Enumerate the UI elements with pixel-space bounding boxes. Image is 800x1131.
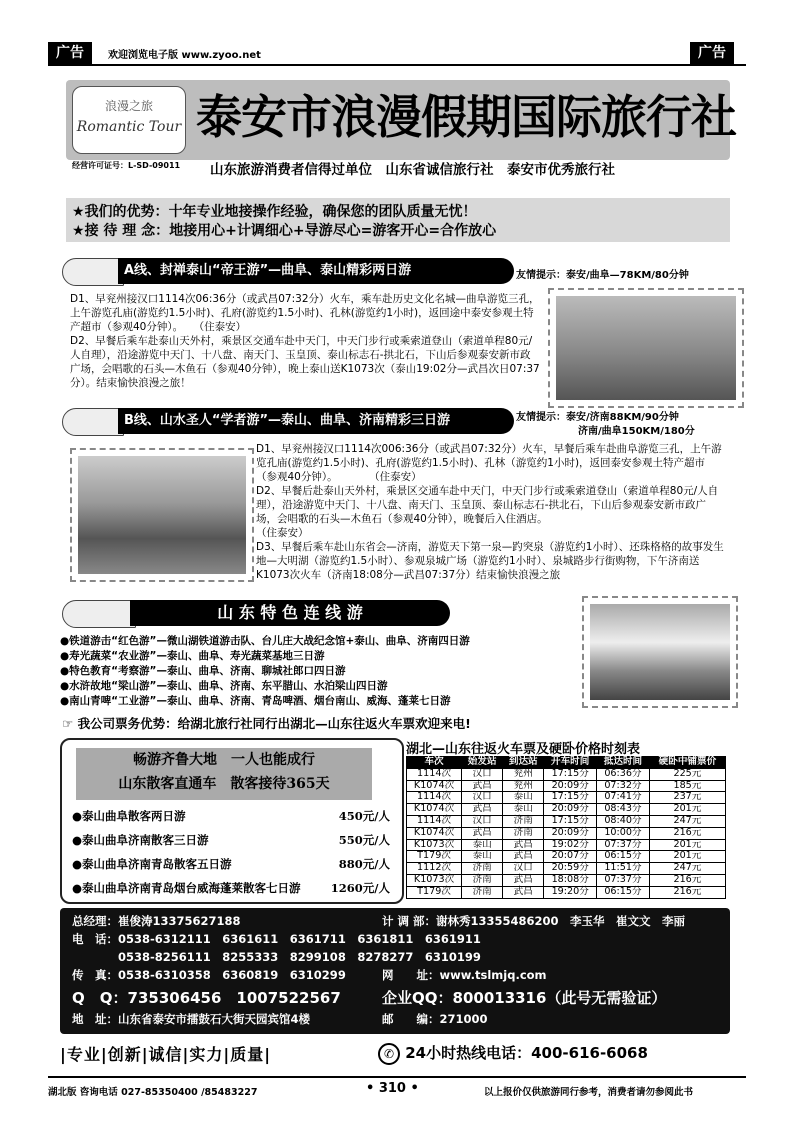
col-depart: 开车时间 [544, 757, 597, 769]
timetable-cell: 185元 [649, 780, 725, 792]
timetable-cell: 汉口 [462, 815, 503, 827]
special-tour-item: ●铁道游击“红色游”—微山湖铁道游击队、台儿庄大战纪念馆+泰山、曲阜、济南四日游 [60, 635, 470, 647]
timetable-cell: 08:43分 [597, 804, 650, 816]
general-manager: 总经理：崔俊涛13375627188 [72, 914, 241, 928]
route-b-day3: D3、早餐后乘车赴山东省会—济南，游览天下第一泉—趵突泉（游览约1小时）、还珠格格的故事发生地—大明湖（游览约1.5小时）、参观泉城广场（游览约1小时）、泉城路步行街购物，下午济南送K1073次火车（济南18:08分—武昌07:37分）结束愉快浪漫之旅 [256, 541, 724, 581]
ad-label-left: 广告 [48, 42, 92, 64]
timetable-cell: 汉口 [462, 768, 503, 780]
address: 地 址：山东省泰安市擂鼓石大街天园宾馆4楼 [72, 1012, 310, 1026]
timetable-cell: 1114次 [407, 768, 462, 780]
timetable-cell: 201元 [649, 851, 725, 863]
timetable-cell: K1073次 [407, 839, 462, 851]
timetable-cell: 武昌 [503, 839, 544, 851]
timetable-cell: 20:09分 [544, 827, 597, 839]
qq-numbers: Q Q：735306456 1007522567 [72, 989, 341, 1007]
timetable-row [407, 792, 726, 804]
col-arrive: 抵达时间 [597, 757, 650, 769]
timetable-cell: 兖州 [503, 780, 544, 792]
timetable-cell: 20:09分 [544, 804, 597, 816]
scatter-price-row [72, 876, 390, 900]
special-tour-item: ●南山青啤“工业游”—泰山、曲阜、济南、青岛啤酒、烟台南山、威海、蓬莱七日游 [60, 695, 451, 707]
advantage-line-1 [72, 201, 477, 221]
company-name: 泰安市浪漫假期国际旅行社 [196, 90, 736, 144]
col-train: 车次 [407, 757, 462, 769]
timetable-cell: 11:51分 [597, 863, 650, 875]
route-a-tip: 友情提示：泰安/曲阜—78KM/80分钟 [516, 270, 689, 281]
temple-photo [72, 450, 252, 580]
timetable-cell: 汉口 [503, 863, 544, 875]
timetable-cell: 济南 [503, 815, 544, 827]
timetable-cell: 兖州 [503, 768, 544, 780]
timetable-cell: 济南 [462, 874, 503, 886]
timetable-cell: 武昌 [462, 780, 503, 792]
scatter-tour-name: ●泰山曲阜济南青岛烟台威海蓬莱散客七日游 [72, 881, 301, 895]
timetable-cell: 247元 [649, 863, 725, 875]
mountain-rock-photo [550, 290, 742, 406]
timetable-cell: K1074次 [407, 780, 462, 792]
advantage-label-2: 接 待 理 念： [84, 223, 170, 239]
timetable-cell: 武昌 [503, 874, 544, 886]
scatter-tour-price: 1260元/人 [330, 881, 390, 895]
special-tour-item: ●特色教育“考察游”—泰山、曲阜、济南、聊城社郎口四日游 [60, 665, 346, 677]
timetable-cell: 225元 [649, 768, 725, 780]
footer-rule [48, 1076, 746, 1078]
timetable-row [407, 804, 726, 816]
train-icon [62, 600, 136, 628]
timetable-row [407, 874, 726, 886]
scatter-headline-1: 畅游齐鲁大地 一人也能成行 [133, 752, 315, 768]
scatter-price-list [72, 804, 390, 900]
timetable-cell: 19:02分 [544, 839, 597, 851]
timetable-cell: 216元 [649, 827, 725, 839]
timetable-title: 湖北—山东往返火车票及硬卧价格时刻表 [406, 742, 641, 757]
star-icon: ★ [72, 204, 85, 220]
timetable-cell: 泰山 [503, 792, 544, 804]
timetable-row [407, 863, 726, 875]
pointing-hand-icon: ☞ [62, 716, 74, 731]
route-b-day1: D1、早兖州接汉口1114次006:36分（或武昌07:32分）火车，早餐后乘车赴曲阜游览三孔，上午游览孔庙(游览约1.5小时)、孔府(游览约1.5小时)、孔林（游览约1小时)，返回泰安参观土特产超市（参观40分钟）。 （住泰安） [256, 443, 722, 483]
special-tour-item: ●水浒故地“梁山游”—泰山、曲阜、济南、东平腊山、水泊梁山四日游 [60, 680, 388, 692]
ticket-note [62, 714, 471, 732]
timetable-cell: 20:59分 [544, 863, 597, 875]
scatter-tours-box [60, 738, 404, 904]
scatter-tour-name: ●泰山曲阜济南散客三日游 [72, 833, 209, 847]
license-number: 经营许可证号：L-SD-09011 [72, 161, 181, 170]
postcode: 邮 编：271000 [382, 1012, 488, 1026]
timetable-cell: T179次 [407, 886, 462, 898]
timetable-cell: 17:15分 [544, 792, 597, 804]
star-icon: ★ [72, 223, 85, 239]
timetable-cell: 07:37分 [597, 874, 650, 886]
timetable-row [407, 886, 726, 898]
col-price: 硬卧中铺票价 [649, 757, 725, 769]
timetable-cell: 06:15分 [597, 851, 650, 863]
footer-left: 湖北版 咨询电话 027-85350400 /85483227 [48, 1087, 258, 1098]
scatter-price-row [72, 828, 390, 852]
scatter-tour-price: 450元/人 [338, 809, 390, 823]
ad-label-right: 广告 [690, 42, 734, 64]
timetable-cell: 1114次 [407, 792, 462, 804]
timetable-cell: 泰山 [462, 839, 503, 851]
scatter-price-row [72, 804, 390, 828]
hotline-text: 24小时热线电话：400-616-6068 [405, 1044, 648, 1062]
timetable-cell: 10:00分 [597, 827, 650, 839]
timetable-cell: K1073次 [407, 874, 462, 886]
phone-line-1: 电 话：0538-6312111 6361611 6361711 6361811 6361911 [72, 932, 481, 946]
website[interactable]: 网 址：www.tslmjq.com [382, 968, 547, 982]
scatter-tour-price: 880元/人 [338, 857, 390, 871]
timetable-cell: 济南 [462, 863, 503, 875]
scatter-tour-price: 550元/人 [338, 833, 390, 847]
contact-fax-row [72, 968, 718, 983]
timetable-cell: T179次 [407, 851, 462, 863]
header-rule [48, 64, 746, 66]
bullet-train-photo [584, 598, 736, 706]
timetable-cell: 07:32分 [597, 780, 650, 792]
timetable-cell: 武昌 [503, 851, 544, 863]
col-origin: 始发站 [462, 757, 503, 769]
advantage-line-2 [72, 220, 496, 240]
brand-logo-en: Romantic Tour [76, 119, 182, 135]
advantage-text-1: 十年专业地接操作经验，确保您的团队质量无忧！ [168, 204, 477, 220]
timetable-header-row [407, 757, 726, 769]
timetable-cell: 武昌 [462, 827, 503, 839]
hotline [378, 1042, 648, 1065]
brand-logo-cn: 浪漫之旅 [104, 99, 153, 113]
route-a-title: A线、封禅泰山“帝王游”—曲阜、泰山精彩两日游 [118, 258, 514, 284]
timetable-cell: 19:20分 [544, 886, 597, 898]
timetable-cell: 济南 [503, 827, 544, 839]
contact-gm-row [72, 914, 718, 929]
scatter-tour-name: ●泰山曲阜济南青岛散客五日游 [72, 857, 232, 871]
timetable-cell: 06:15分 [597, 886, 650, 898]
corporate-qq: 企业QQ：800013316（此号无需验证） [382, 989, 667, 1007]
timetable-cell: 20:07分 [544, 851, 597, 863]
advantages-box [66, 198, 730, 242]
route-a-day2: D2、早餐后乘车赴泰山天外村，乘景区交通车赴中天门，中天门步行或乘索道登山（索道单程80元/人自理），沿途游览中天门、十八盘、南天门、玉皇顶、泰山标志石-拱北石，下山后参观泰安新市政广场，会唱歌的石头—木鱼石（参观40分钟），晚上泰山送K1073次（泰山19:02分—武昌次日07:37分）。结束愉快浪漫之旅！ [70, 335, 540, 389]
phone-line-2: 0538-8256111 8255333 8299108 8278277 6310199 [72, 950, 481, 964]
timetable-cell: 武昌 [462, 804, 503, 816]
page-number: • 310 • [366, 1081, 419, 1096]
footer-right: 以上报价仅供旅游同行参考，消费者请勿参阅此书 [484, 1087, 694, 1098]
contact-address-row [72, 1012, 718, 1027]
advantage-label-1: 我们的优势： [84, 204, 169, 220]
scatter-headline-panel [76, 748, 372, 800]
timetable-cell: 18:08分 [544, 874, 597, 886]
timetable-cell: 汉口 [462, 792, 503, 804]
timetable-cell: 武昌 [503, 886, 544, 898]
train-icon [62, 408, 124, 436]
timetable-cell: 06:36分 [597, 768, 650, 780]
col-destination: 到达站 [503, 757, 544, 769]
route-b-title: B线、山水圣人“学者游”—泰山、曲阜、济南精彩三日游 [118, 408, 514, 434]
welcome-text: 欢迎浏览电子版 www.zyoo.net [108, 50, 261, 61]
route-b-day2: D2、早餐后赴泰山天外村，乘景区交通车赴中天门，中天门步行或乘索道登山（索道单程80元/人自理），沿途游览中天门、十八盘、南天门、玉皇顶、泰山标志石-拱北石，下山后参观泰安新市政广场，会唱歌的石头—木鱼石（参观40分钟），晚餐后入住酒店。 （住泰安） [256, 485, 742, 539]
timetable-row [407, 827, 726, 839]
scatter-headline-2: 山东散客直通车 散客接待365天 [118, 776, 330, 792]
timetable-cell: 201元 [649, 804, 725, 816]
slogan-words: |专业|创新|诚信|实力|质量| [60, 1045, 272, 1064]
timetable-cell: 247元 [649, 815, 725, 827]
timetable-row [407, 851, 726, 863]
brand-logo [72, 86, 186, 154]
phone-icon: ✆ [378, 1043, 400, 1065]
timetable-cell: 17:15分 [544, 768, 597, 780]
timetable-row [407, 768, 726, 780]
contact-qq-row [72, 988, 718, 1008]
special-tours-title: 山 东 特 色 连 线 游 [130, 600, 450, 626]
timetable-cell: 237元 [649, 792, 725, 804]
train-icon [62, 258, 124, 286]
timetable-cell: 08:40分 [597, 815, 650, 827]
contact-block [60, 908, 730, 1034]
route-b-tip-1: 友情提示：泰安/济南88KM/90分钟 [516, 412, 679, 423]
timetable-cell: 济南 [462, 886, 503, 898]
timetable-cell: 07:41分 [597, 792, 650, 804]
timetable-cell: 201元 [649, 839, 725, 851]
route-b-tip-2: 济南/曲阜150KM/180分 [578, 426, 695, 437]
ticket-note-text: 我公司票务优势：给湖北旅行社同行出湖北—山东往返火车票欢迎来电! [77, 716, 471, 731]
timetable-cell: 泰山 [503, 804, 544, 816]
timetable-row [407, 815, 726, 827]
timetable [406, 756, 726, 899]
fax-numbers: 传 真：0538-6310358 6360819 6310299 [72, 968, 346, 982]
timetable-cell: 07:37分 [597, 839, 650, 851]
timetable-cell: 17:15分 [544, 815, 597, 827]
scatter-price-row [72, 852, 390, 876]
timetable-cell: K1074次 [407, 804, 462, 816]
company-honors: 山东旅游消费者信得过单位 山东省诚信旅行社 泰安市优秀旅行社 [210, 162, 615, 178]
timetable-cell: 1114次 [407, 815, 462, 827]
planning-department: 计 调 部：谢林秀13355486200 李玉华 崔文文 李丽 [382, 914, 686, 928]
timetable-cell: 1112次 [407, 863, 462, 875]
timetable-cell: 泰山 [462, 851, 503, 863]
advantage-text-2: 地接用心+计调细心+导游尽心=游客开心=合作放心 [169, 223, 497, 239]
scatter-tour-name: ●泰山曲阜散客两日游 [72, 809, 186, 823]
timetable-cell: K1074次 [407, 827, 462, 839]
route-a-day1: D1、早兖州接汉口1114次06:36分（或武昌07:32分）火车，乘车赴历史文化名城—曲阜游览三孔，上午游览孔庙(游览约1.5小时)、孔府(游览约1.5小时)、孔林(游览约1小时)，返回途中泰安参观土特产超市（参观40分钟）。 （住泰安） [70, 293, 540, 333]
timetable-cell: 216元 [649, 874, 725, 886]
special-tour-item: ●寿光蔬菜“农业游”—泰山、曲阜、寿光蔬菜基地三日游 [60, 650, 325, 662]
timetable-cell: 216元 [649, 886, 725, 898]
timetable-cell: 20:09分 [544, 780, 597, 792]
special-tours-list [60, 634, 580, 709]
